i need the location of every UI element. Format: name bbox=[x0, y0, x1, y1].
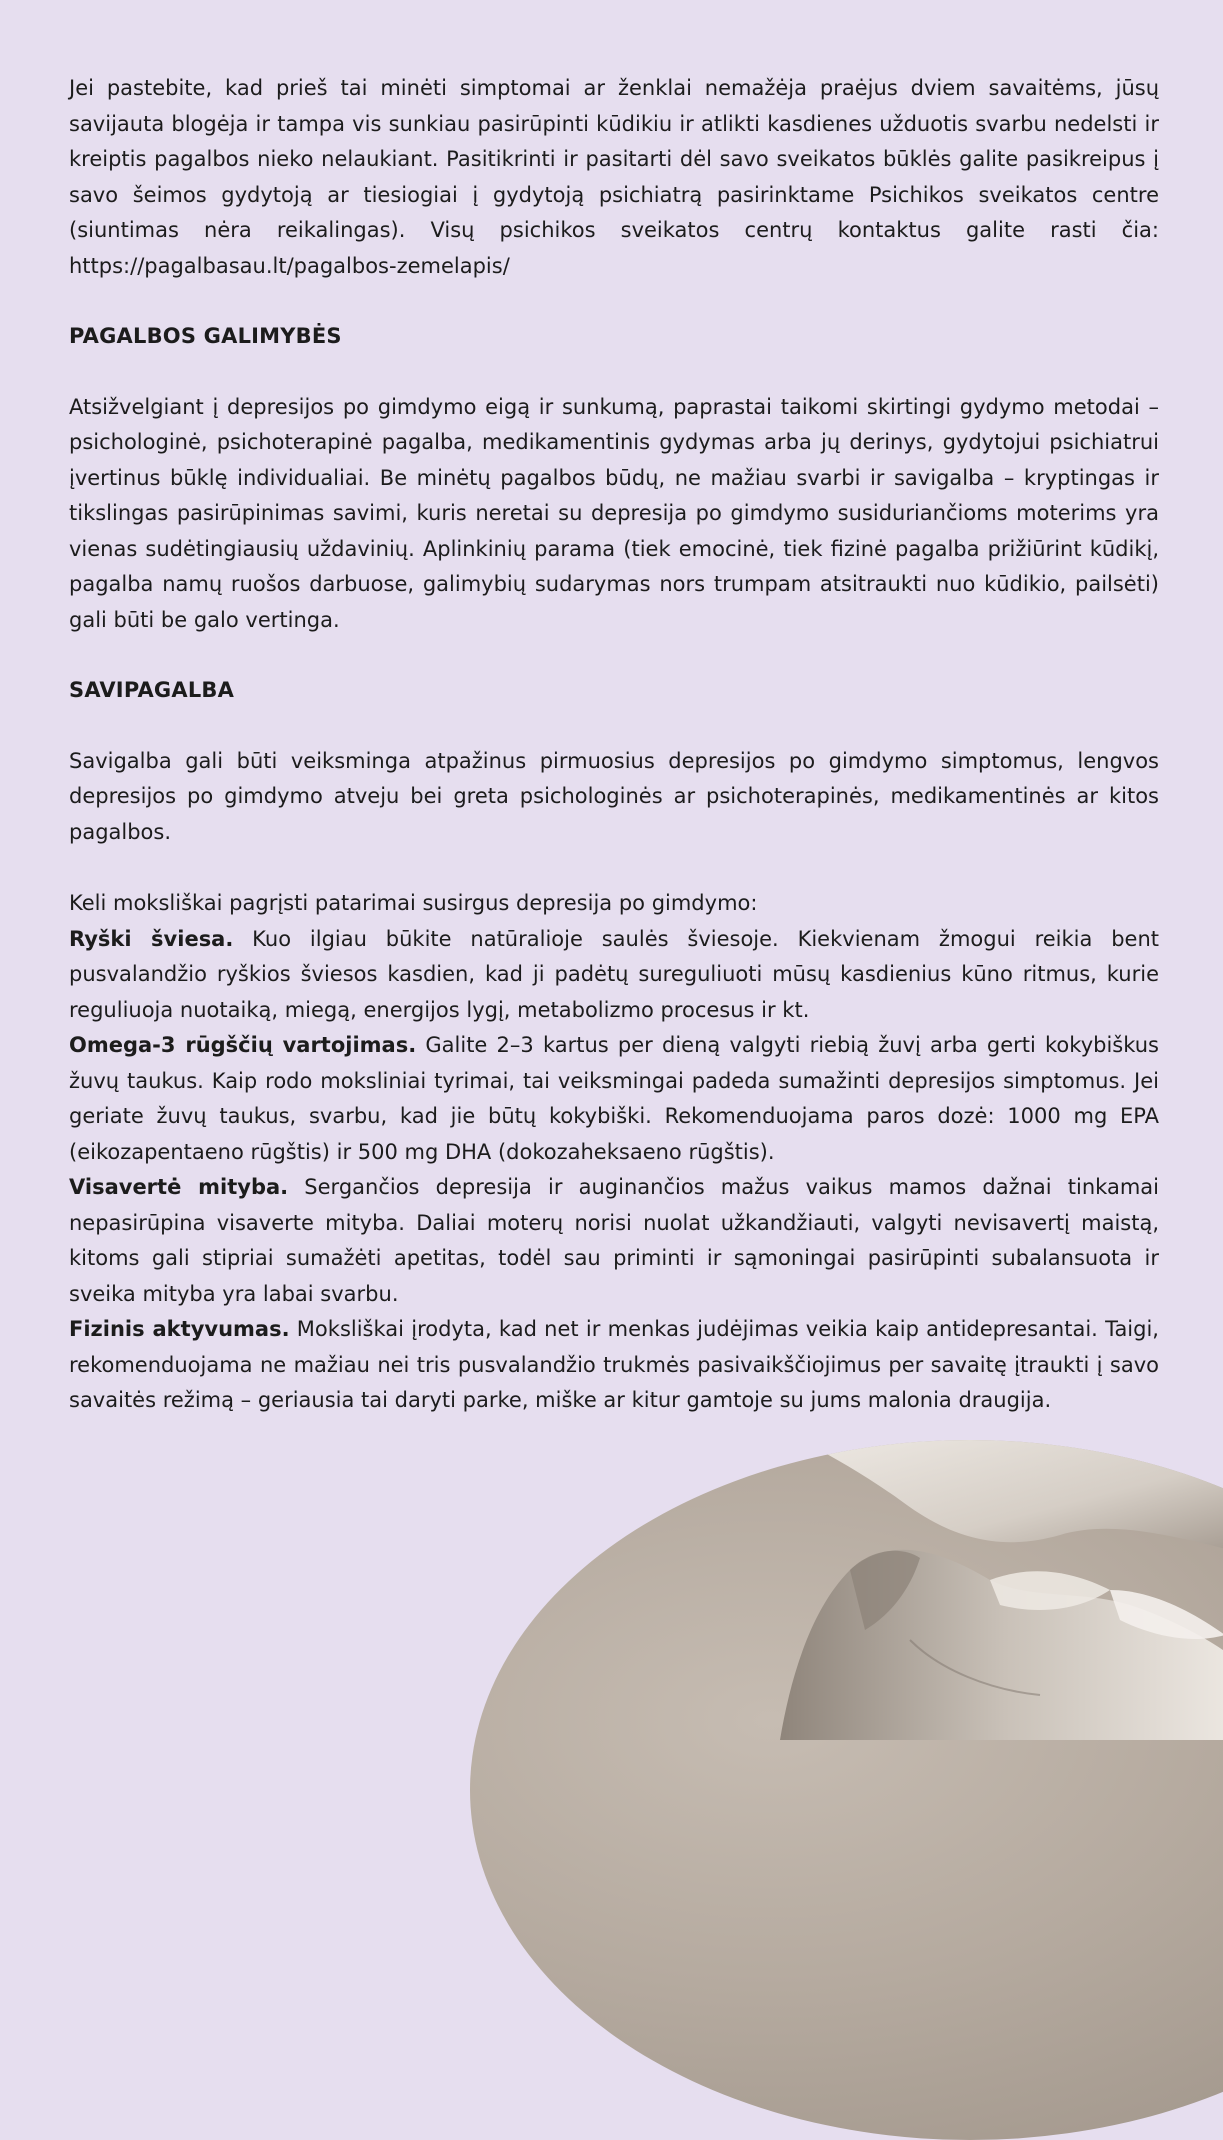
tip-text: Sergančios depresija ir auginančios mažus vaikus mamos dažnai tinkamai nepasirūpina visaverte mityba. Daliai moterų norisi nuolat užkandžiauti, valgyti nevisavertį maistą, kitoms gali stipriai sumažėti apetitas, todėl sau priminti ir sąmoningai pasirūpinti subalansuota ir sveika mityba yra labai svarbu. bbox=[69, 1175, 1159, 1306]
tips-intro: Keli moksliškai pagrįsti patarimai susirgus depresija po gimdymo: bbox=[69, 891, 758, 915]
hands-photo bbox=[470, 1440, 1223, 2140]
self-help-heading: SAVIPAGALBA bbox=[69, 678, 235, 702]
tip-item bbox=[69, 1312, 1159, 1419]
help-options-heading: PAGALBOS GALIMYBĖS bbox=[69, 324, 342, 348]
tip-text: Kuo ilgiau būkite natūralioje saulės šviesoje. Kiekvienam žmogui reikia bent pusvalandžio ryškios šviesos kasdien, kad ji padėtų sureguliuoti mūsų kasdienius kūno ritmus, kurie reguliuoja nuotaiką, miegą, energijos lygį, metabolizmo procesus ir kt. bbox=[69, 926, 1159, 1022]
tip-item bbox=[69, 1170, 1159, 1312]
hands-illustration bbox=[470, 1440, 1223, 1740]
tip-text: Galite 2–3 kartus per dieną valgyti riebią žuvį arba gerti kokybiškus žuvų taukus. Kaip rodo moksliniai tyrimai, tai veiksmingai padeda sumažinti depresijos simptomus. Jei geriate žuvų taukus, svarbu, kad jie būtų kokybiški. Rekomenduojama paros dozė: 1000 mg EPA (eikozapentaeno rūgštis) ir 500 mg DHA (dokozaheksaeno rūgštis). bbox=[69, 1033, 1159, 1164]
tip-item bbox=[69, 1028, 1159, 1170]
self-help-paragraph: Savigalba gali būti veiksminga atpažinus pirmuosius depresijos po gimdymo simptomus, lengvos depresijos po gimdymo atveju bei greta psichologinės ar psichoterapinės, medikamentinės ar kitos pagalbos. bbox=[69, 748, 1159, 844]
tip-title: Omega-3 rūgščių vartojimas. bbox=[69, 1033, 417, 1057]
intro-paragraph: Jei pastebite, kad prieš tai minėti simptomai ar ženklai nemažėja praėjus dviem savaitėms, jūsų savijauta blogėja ir tampa vis sunkiau pasirūpinti kūdikiu ir atlikti kasdienes užduotis svarbu nedelsti ir kreiptis pagalbos nieko nelaukiant. Pasitikrinti ir pasitarti dėl savo sveikatos būklės galite pasikreipus į savo šeimos gydytoją ar tiesiogiai į gydytoją psichiatrą pasirinktame Psichikos sveikatos centre (siuntimas nėra reikalingas). Visų psichikos sveikatos centrų kontaktus galite rasti čia: https://pagalbasau.lt/pagalbos-zemelapis/ bbox=[69, 76, 1159, 278]
help-options-paragraph: Atsižvelgiant į depresijos po gimdymo eigą ir sunkumą, paprastai taikomi skirtingi gydymo metodai – psichologinė, psichoterapinė pagalba, medikamentinis gydymas arba jų derinys, gydytojui psichiatrui įvertinus būklę individualiai. Be minėtų pagalbos būdų, ne mažiau svarbi ir savigalba – kryptingas ir tikslingas pasirūpinimas savimi, kuris neretai su depresija po gimdymo susiduriančioms moterims yra vienas sudėtingiausių uždavinių. Aplinkinių parama (tiek emocinė, tiek fizinė pagalba prižiūrint kūdikį, pagalba namų ruošos darbuose, galimybių sudarymas nors trumpam atsitraukti nuo kūdikio, pailsėti) gali būti be galo vertinga. bbox=[69, 394, 1159, 632]
tip-title: Visavertė mityba. bbox=[69, 1175, 289, 1199]
tip-text: Moksliškai įrodyta, kad net ir menkas judėjimas veikia kaip antidepresantai. Taigi, rekomenduojama ne mažiau nei tris pusvalandžio trukmės pasivaikščiojimus per savaitę įtraukti į savo savaitės režimą – geriausia tai daryti parke, miške ar kitur gamtoje su jums malonia draugija. bbox=[69, 1317, 1159, 1412]
document-body bbox=[69, 71, 1159, 1419]
tip-title: Ryški šviesa. bbox=[69, 926, 234, 951]
tip-item bbox=[69, 922, 1159, 1029]
tip-title: Fizinis aktyvumas. bbox=[69, 1317, 290, 1341]
